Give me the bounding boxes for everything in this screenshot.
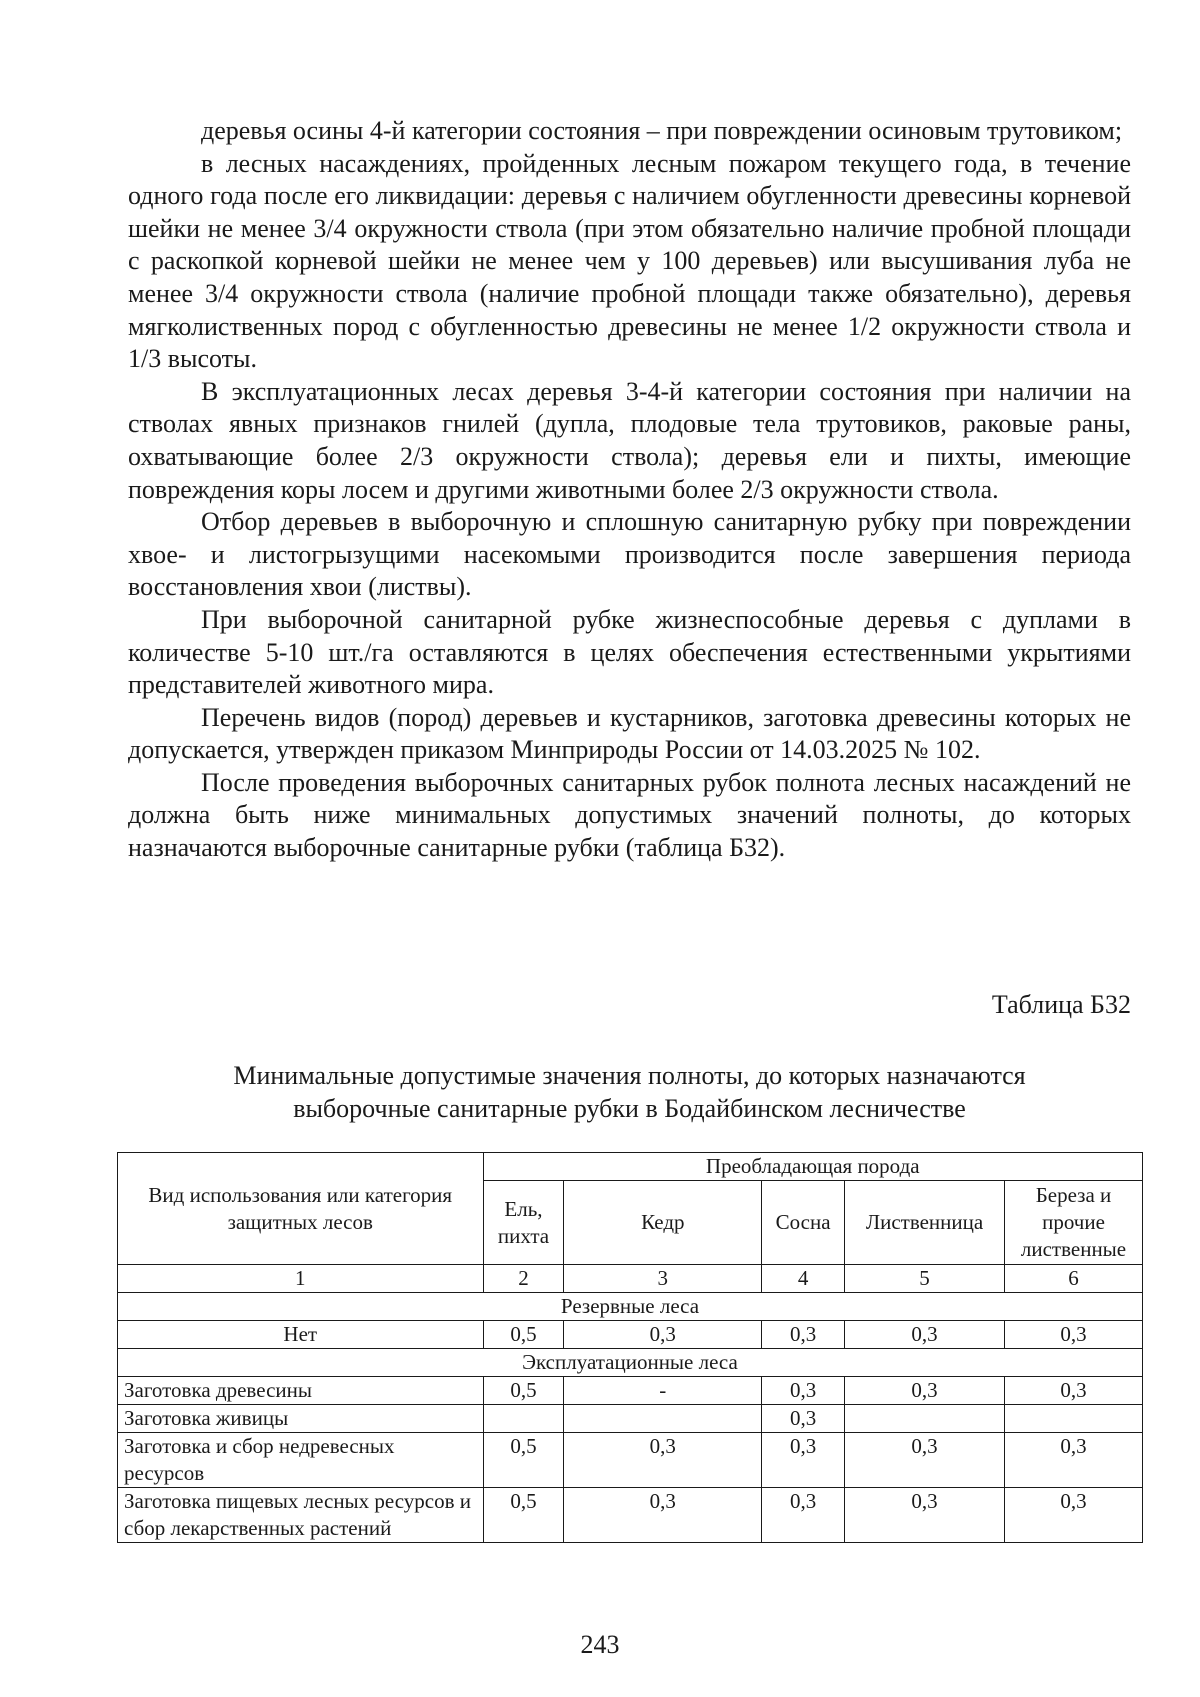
- column-number: 3: [564, 1265, 762, 1293]
- number-row: [118, 1265, 1143, 1293]
- cell-value: 0,5: [483, 1433, 564, 1488]
- column-number: 6: [1005, 1265, 1143, 1293]
- row-name: Заготовка древесины: [118, 1377, 484, 1405]
- table-row: [118, 1488, 1143, 1543]
- cell-value: 0,3: [762, 1488, 845, 1543]
- cell-value: 0,3: [1005, 1377, 1143, 1405]
- cell-value: 0,3: [762, 1377, 845, 1405]
- paragraph: Отбор деревьев в выборочную и сплошную санитарную рубку при повреждении хвое- и листогрызущими насекомыми производится после завершения периода восстановления хвои (листвы).: [128, 507, 1131, 602]
- paragraph: В эксплуатационных лесах деревья 3-4-й категории состояния при наличии на стволах явных признаков гнилей (дупла, плодовые тела трутовиков, раковые раны, охватывающие более 2/3 окружности ствола); деревья ели и пихты, имеющие повреждения коры лосем и другими животными более 2/3 окружности ствола.: [128, 376, 1131, 504]
- cell-value: [1005, 1405, 1143, 1433]
- table-title: [128, 1059, 1131, 1125]
- row-name: Заготовка и сбор недревесных ресурсов: [118, 1433, 484, 1488]
- cell-value: [845, 1405, 1005, 1433]
- paragraph: Перечень видов (пород) деревьев и кустарников, заготовка древесины которых не допускается, утвержден приказом Минприроды России от 14.03.2025 № 102.: [128, 702, 1131, 765]
- cell-value: 0,3: [1005, 1488, 1143, 1543]
- page-number: 243: [580, 1630, 620, 1659]
- cell-value: 0,3: [762, 1405, 845, 1433]
- table-title-line: выборочные санитарные рубки в Бодайбинском лесничестве: [293, 1094, 966, 1123]
- table-row: [118, 1321, 1143, 1349]
- section-row: [118, 1293, 1143, 1321]
- table-label: Таблица Б32: [991, 990, 1131, 1019]
- header-row: [118, 1153, 1143, 1181]
- section-row: [118, 1349, 1143, 1377]
- paragraph: деревья осины 4-й категории состояния – при повреждении осиновым трутовиком;: [201, 116, 1123, 145]
- header-col1: Вид использования или категория защитных лесов: [118, 1153, 484, 1265]
- header-species: Кедр: [564, 1181, 762, 1265]
- cell-value: 0,3: [564, 1321, 762, 1349]
- column-number: 2: [483, 1265, 564, 1293]
- cell-value: [483, 1405, 564, 1433]
- header-species: Сосна: [762, 1181, 845, 1265]
- cell-value: 0,3: [564, 1433, 762, 1488]
- cell-value: -: [564, 1377, 762, 1405]
- column-number: 4: [762, 1265, 845, 1293]
- cell-value: 0,5: [483, 1377, 564, 1405]
- data-table: [117, 1152, 1143, 1543]
- row-name: Заготовка пищевых лесных ресурсов и сбор лекарственных растений: [118, 1488, 484, 1543]
- section-title: Резервные леса: [118, 1293, 1143, 1321]
- cell-value: 0,5: [483, 1321, 564, 1349]
- paragraph: После проведения выборочных санитарных рубок полнота лесных насаждений не должна быть ниже минимальных допустимых значений полноты, до которых назначаются выборочные санитарные рубки (таблица Б32).: [128, 767, 1131, 863]
- cell-value: 0,3: [845, 1377, 1005, 1405]
- header-species: Береза и прочие лиственные: [1005, 1181, 1143, 1265]
- row-name: Заготовка живицы: [118, 1405, 484, 1433]
- cell-value: 0,3: [762, 1321, 845, 1349]
- header-species: Ель, пихта: [483, 1181, 564, 1265]
- paragraph: При выборочной санитарной рубке жизнеспособные деревья с дуплами в количестве 5-10 шт./га оставляются в целях обеспечения естественными укрытиями представителей животного мира.: [128, 604, 1131, 700]
- body-text: [128, 115, 1131, 865]
- table-row: [118, 1377, 1143, 1405]
- paragraph: в лесных насаждениях, пройденных лесным пожаром текущего года, в течение одного года после его ликвидации: деревья с наличием обугленности древесины корневой шейки не менее 3/4 окружности ствола (при этом обязательно наличие пробной площади с раскопкой корневой шейки не менее чем у 100 деревьев) или высушивания луба не менее 3/4 окружности ствола (наличие пробной площади также обязательно), деревья мягколиственных пород с обугленностью древесины не менее 1/2 окружности ствола и 1/3 высоты.: [128, 148, 1131, 374]
- cell-value: 0,3: [564, 1488, 762, 1543]
- table-row: [118, 1405, 1143, 1433]
- cell-value: 0,3: [845, 1433, 1005, 1488]
- column-number: 1: [118, 1265, 484, 1293]
- cell-value: 0,3: [1005, 1321, 1143, 1349]
- table-title-line: Минимальные допустимые значения полноты, до которых назначаются: [233, 1061, 1026, 1090]
- header-group: Преобладающая порода: [483, 1153, 1143, 1181]
- header-species: Лиственница: [845, 1181, 1005, 1265]
- cell-value: [564, 1405, 762, 1433]
- column-number: 5: [845, 1265, 1005, 1293]
- row-name: Нет: [118, 1321, 484, 1349]
- cell-value: 0,5: [483, 1488, 564, 1543]
- cell-value: 0,3: [1005, 1433, 1143, 1488]
- cell-value: 0,3: [845, 1488, 1005, 1543]
- cell-value: 0,3: [845, 1321, 1005, 1349]
- table-row: [118, 1433, 1143, 1488]
- cell-value: 0,3: [762, 1433, 845, 1488]
- section-title: Эксплуатационные леса: [118, 1349, 1143, 1377]
